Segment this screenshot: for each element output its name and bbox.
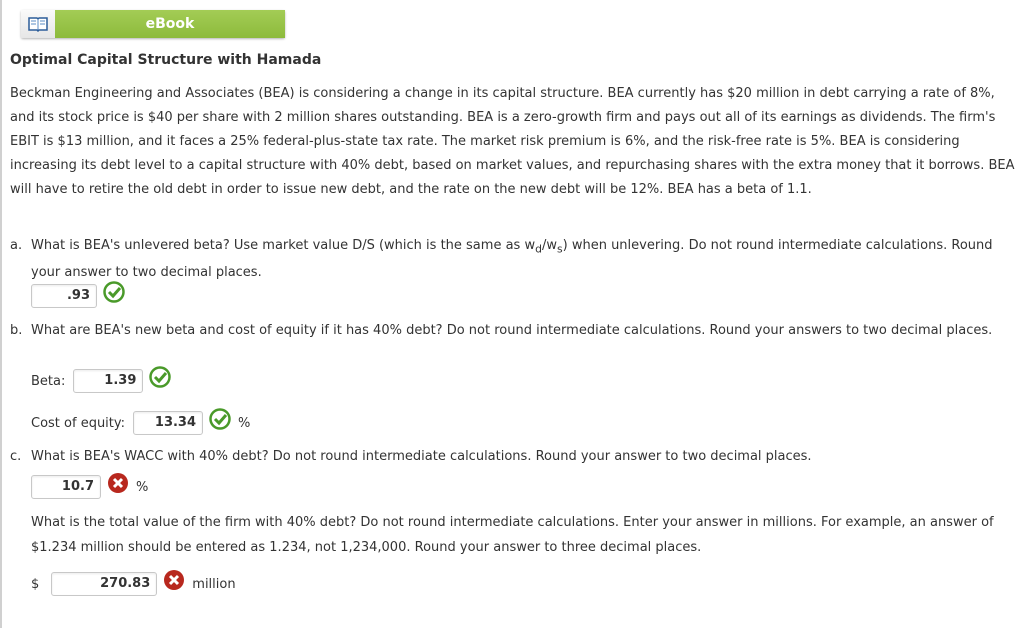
percent-unit: %: [136, 479, 149, 495]
unlevered-beta-input[interactable]: .93: [31, 284, 97, 308]
x-icon: [163, 569, 185, 591]
subscript-s: s: [556, 242, 563, 256]
question-c: [10, 445, 1010, 468]
beta-label: Beta:: [31, 373, 66, 389]
question-text: What are BEA's new beta and cost of equity if it has 40% debt? Do not round intermediate calculations. Round your answers to two decimal places.: [31, 323, 993, 338]
question-text-part: What is BEA's unlevered beta? Use market value D/S (which is the same as w: [31, 238, 536, 253]
beta-input[interactable]: 1.39: [73, 369, 143, 393]
problem-title: Optimal Capital Structure with Hamada: [10, 52, 322, 68]
question-text: What is BEA's WACC with 40% debt? Do not round intermediate calculations. Round your answer to two decimal places.: [31, 449, 812, 464]
question-text-part: ) when unlevering. Do not round intermediate calculations. Round your answer to two decimal places.: [31, 238, 993, 280]
question-letter: c.: [10, 449, 22, 464]
question-a: [10, 234, 1010, 284]
x-icon: [107, 472, 129, 494]
firm-value-question: What is the total value of the firm with 40% debt? Do not round intermediate calculations. Enter your answer in millions. For example, an answer of $1.234 million should be entered as 1.234, not 1,234,000. Round your answer to three decimal places.: [31, 515, 994, 555]
million-unit: million: [192, 576, 236, 592]
question-letter: b.: [10, 323, 23, 338]
wacc-input[interactable]: 10.7: [31, 475, 101, 499]
check-icon: [103, 281, 125, 303]
dollar-prefix: $: [31, 576, 40, 592]
left-border: [0, 0, 2, 628]
check-icon: [209, 408, 231, 430]
check-icon: [149, 366, 171, 388]
percent-unit: %: [238, 415, 251, 431]
cost-of-equity-input[interactable]: 13.34: [133, 411, 203, 435]
problem-intro: Beckman Engineering and Associates (BEA) is considering a change in its capital structure. BEA currently has $20 million in debt carrying a rate of 8%, and its stock price is $40 per share with 2 million shares outstanding. BEA is a zero-growth firm and pays out all of its earnings as dividends. The firm's EBIT is $13 million, and it faces a 25% federal-plus-state tax rate. The market risk premium is 6%, and the risk-free rate is 5%. BEA is considering increasing its debt level to a capital structure with 40% debt, based on market values, and repurchasing shares with the extra money that it borrows. BEA will have to retire the old debt in order to issue new debt, and the rate on the new debt will be 12%. BEA has a beta of 1.1.: [10, 86, 1015, 197]
question-letter: a.: [10, 238, 23, 253]
firm-value-input[interactable]: 270.83: [51, 572, 157, 596]
subscript-d: d: [535, 242, 542, 256]
ebook-button[interactable]: [21, 10, 285, 38]
question-text: [31, 234, 1010, 284]
cost-of-equity-label: Cost of equity:: [31, 415, 126, 431]
question-text-part: /w: [541, 238, 557, 253]
book-icon: [21, 10, 55, 38]
question-b: [10, 319, 1010, 342]
ebook-label: eBook: [55, 10, 285, 38]
